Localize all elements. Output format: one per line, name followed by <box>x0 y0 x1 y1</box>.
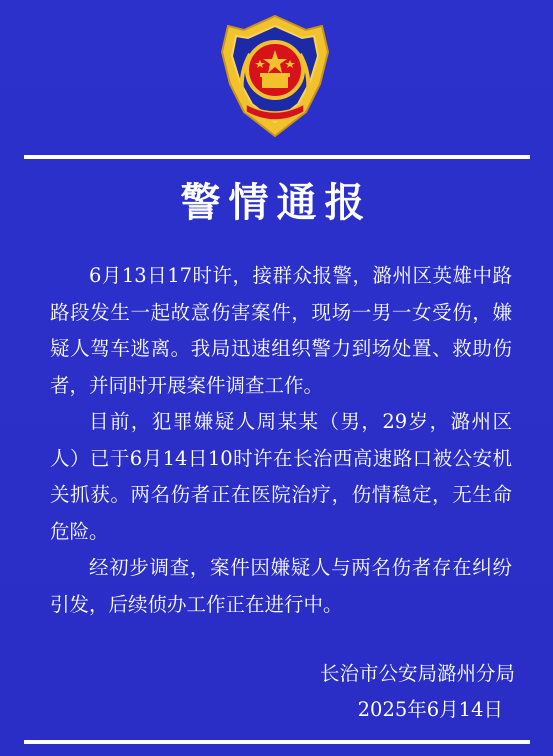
top-divider <box>24 155 530 159</box>
bottom-divider <box>24 740 530 744</box>
police-emblem-icon <box>210 12 340 142</box>
notice-body <box>50 258 512 623</box>
notice-title: 警情通报 <box>180 179 373 226</box>
notice-paragraph-3: 经初步调查，案件因嫌疑人与两名伤者存在纠纷引发，后续侦办工作正在进行中。 <box>50 556 512 616</box>
issuer-name: 长治市公安局潞州分局 <box>319 662 515 685</box>
notice-paragraph-2: 目前，犯罪嫌疑人周某某（男，29岁，潞州区人）已于6月14日10时许在长治西高速路口被公安机关抓获。两名伤者正在医院治疗，伤情稳定，无生命危险。 <box>50 410 512 543</box>
notice-paragraph-1: 6月13日17时许，接群众报警，潞州区英雄中路路段发生一起故意伤害案件，现场一男一女受伤，嫌疑人驾车逃离。我局迅速组织警力到场处置、救助伤者，并同时开展案件调查工作。 <box>50 264 512 397</box>
issue-date: 2025年6月14日 <box>357 698 503 721</box>
